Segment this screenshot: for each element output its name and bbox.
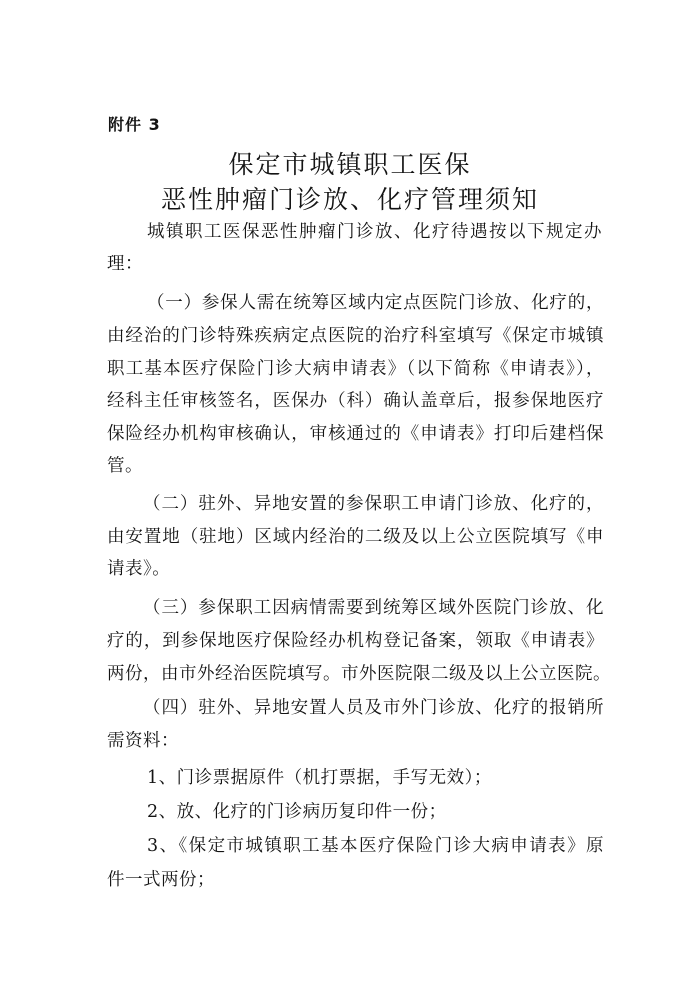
paragraph-3-line: 两份，由市外经治医院填写。市外医院限二级及以上公立医院。 — [107, 664, 611, 684]
paragraph-4-line: 需资料： — [107, 731, 179, 751]
paragraph-1-line: 职工基本医疗保险门诊大病申请表》（以下简称《申请表》）， — [107, 359, 604, 379]
paragraph-1-line: 由经治的门诊特殊疾病定点医院的治疗科室填写《保定市城镇 — [107, 326, 604, 346]
paragraph-1-line: 管。 — [107, 456, 143, 476]
document-title-line-1: 保定市城镇职工医保 — [228, 150, 472, 179]
document-title-line-2: 恶性肿瘤门诊放、化疗管理须知 — [160, 185, 539, 214]
paragraph-2-line: 请表》。 — [107, 559, 171, 579]
paragraph-3-line: 疗的，到参保地医疗保险经办机构登记备案，领取《申请表》 — [107, 631, 604, 651]
list-item: 2、放、化疗的门诊病历复印件一份； — [147, 802, 447, 822]
paragraph-intro-line: 理： — [107, 254, 143, 274]
list-item: 3、《保定市城镇职工基本医疗保险门诊大病申请表》原 — [147, 836, 604, 856]
paragraph-1-line: （一）参保人需在统筹区域内定点医院门诊放、化疗的， — [147, 293, 604, 313]
list-item: 1、门诊票据原件（机打票据，手写无效）； — [147, 768, 492, 788]
list-item: 件一式两份； — [107, 870, 215, 890]
paragraph-2-line: 由安置地（驻地）区域内经治的二级及以上公立医院填写《申 — [107, 527, 604, 547]
paragraph-4-line: （四）驻外、异地安置人员及市外门诊放、化疗的报销所 — [143, 698, 604, 718]
attachment-label: 附件 3 — [108, 115, 161, 134]
paragraph-2-line: （二）驻外、异地安置的参保职工申请门诊放、化疗的， — [143, 494, 604, 514]
paragraph-3-line: （三）参保职工因病情需要到统筹区域外医院门诊放、化 — [143, 598, 604, 618]
paragraph-intro-line: 城镇职工医保恶性肿瘤门诊放、化疗待遇按以下规定办 — [147, 222, 602, 242]
paragraph-1-line: 保险经办机构审核确认，审核通过的《申请表》打印后建档保 — [107, 424, 604, 444]
paragraph-1-line: 经科主任审核签名，医保办（科）确认盖章后，报参保地医疗 — [107, 391, 604, 411]
